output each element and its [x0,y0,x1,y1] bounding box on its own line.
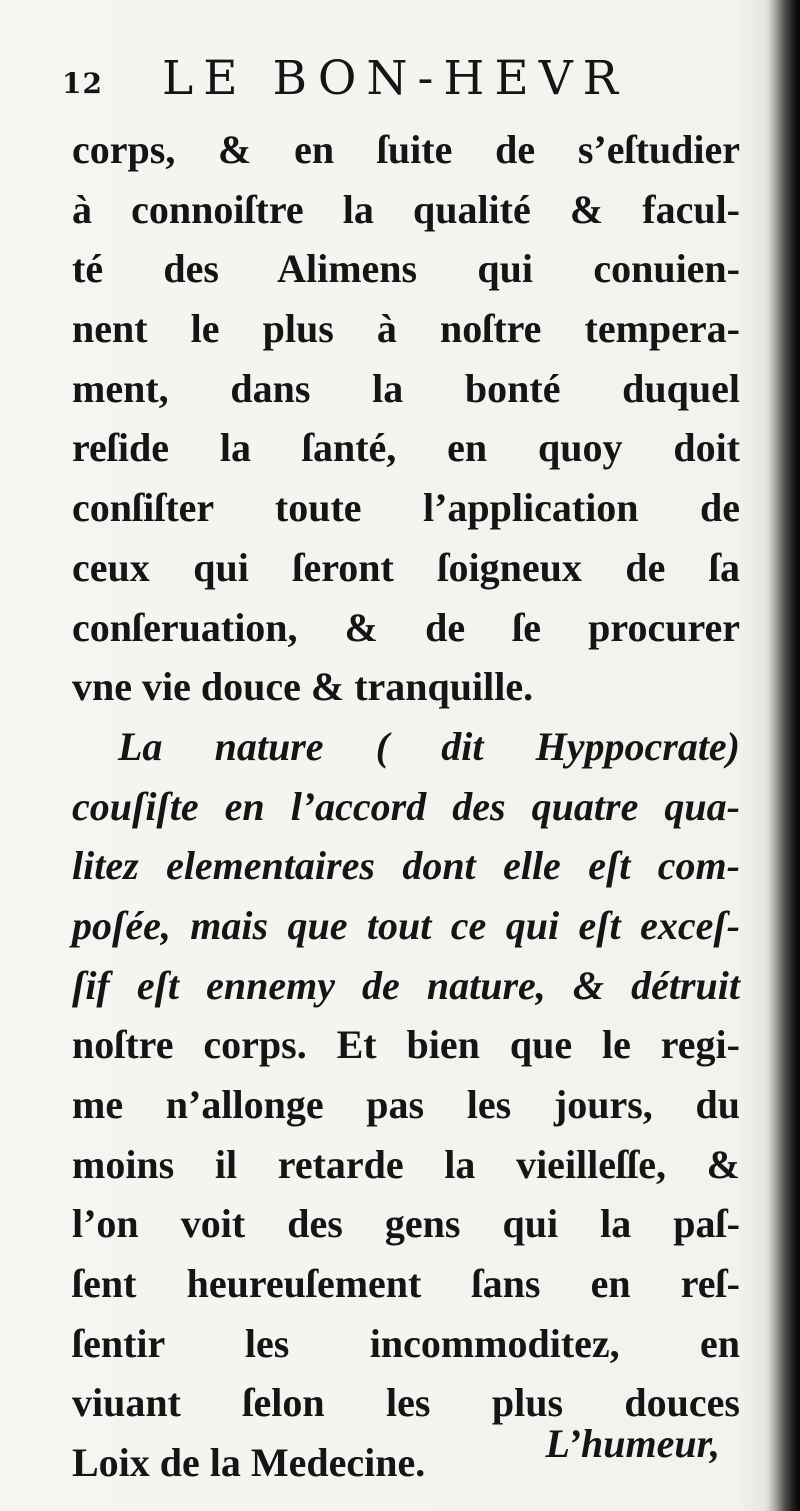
running-title: LE BON-HEVR [162,51,629,106]
text-line: ment, dans la bonté duquel [72,365,740,411]
text-line: litez elementaires dont elle eſt com- [72,843,740,889]
text-line: conſiſter toute l’application de [72,485,740,531]
text-line: l’on voit des gens qui la paſ- [72,1201,740,1247]
text-line: me n’allonge pas les jours, du [72,1082,740,1127]
text-line: noſtre corps. Et bien que le regi- [72,1022,740,1068]
text-line: conſeruation, & de ſe procurer [72,604,740,650]
text-line: ſentir les incommoditez, en [72,1320,740,1366]
page-edge-shadow [764,0,800,1511]
body-text [72,120,740,1493]
text-line: ſif eſt ennemy de nature, & détruit [72,962,740,1008]
text-line: vne vie douce & tranquille. [72,664,534,710]
text-line: nent le plus à noſtre tempera- [72,306,740,352]
text-line: Loix de la Medecine. [72,1440,426,1486]
text-line: moins il retarde la vieilleſſe, & [72,1141,740,1187]
text-line: té des Alimens qui conuien- [72,246,740,292]
text-line: corps, & en ſuite de s’eſtudier [72,127,740,172]
catchword: L’humeur, [545,1421,720,1466]
text-line: à connoiſtre la qualité & facul- [72,186,740,232]
text-line: ceux qui ſeront ſoigneux de ſa [72,544,740,590]
text-line: viuant ſelon les plus douces [72,1380,740,1426]
text-line: couſiſte en l’accord des quatre qua- [72,783,740,829]
text-line: La nature ( dit Hyppocrate) [118,723,740,769]
text-line: reſide la ſanté, en quoy doit [72,425,740,471]
text-line: poſée, mais que tout ce qui eſt exceſ- [72,902,740,948]
page-header [62,51,742,107]
page-number: 12 [62,67,103,100]
text-line: ſent heureuſement ſans en reſ- [72,1261,740,1307]
